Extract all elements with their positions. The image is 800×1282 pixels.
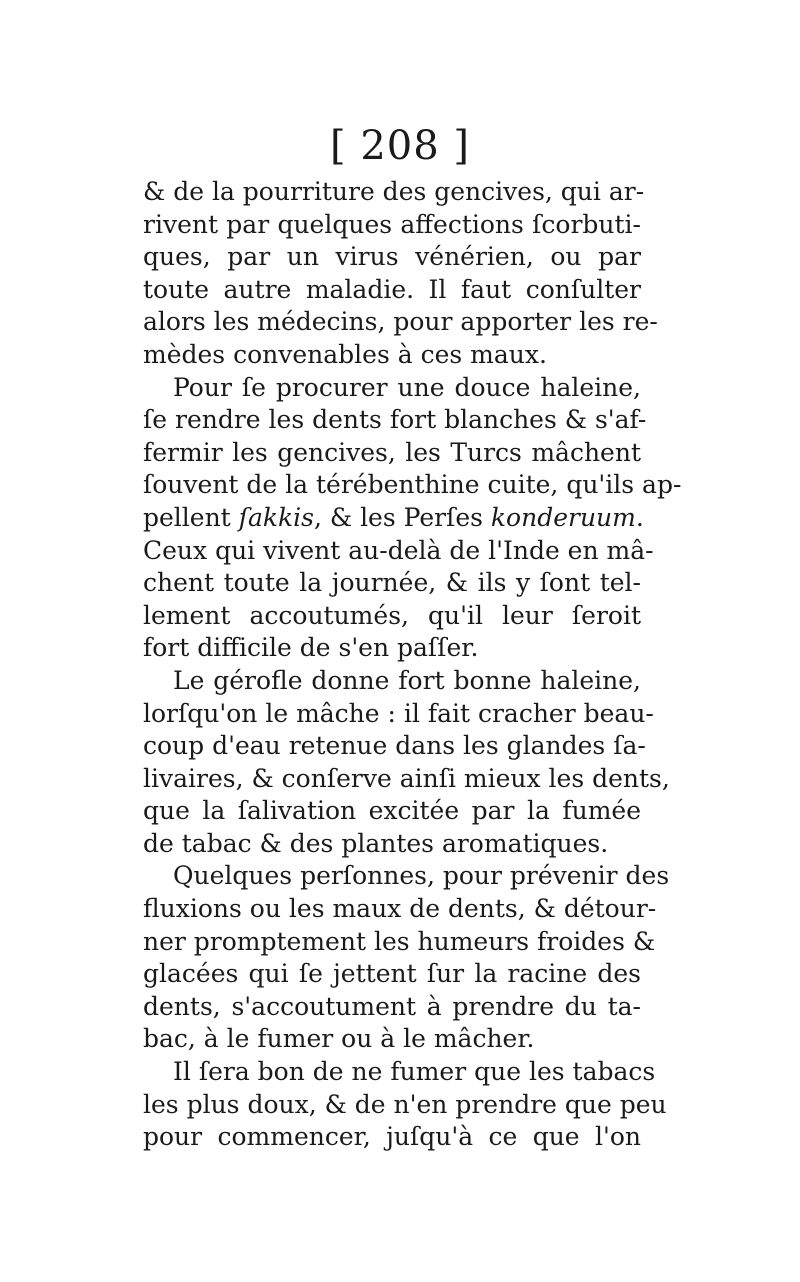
text-line: ner promptement les humeurs froides & [143,926,656,956]
text-line: & de la pourriture des gencives, qui ar- [143,177,645,206]
text-line: fluxions ou les maux de dents, & détour- [143,894,657,924]
text-line: chent toute la journée, & ils y ſont tel- [143,568,641,598]
text-line: que la ſalivation excitée par la fumée [143,796,641,826]
text-line: de tabac & des plantes aromatiques. [143,828,609,858]
text-line: Quelques perſonnes, pour prévenir des [173,861,670,891]
text-line: alors les médecins, pour apporter les re- [143,307,658,337]
text-line: rivent par quelques affections ſcorbuti- [143,209,641,239]
page-number: [ 208 ] [330,123,470,169]
text-line: bac, à le fumer ou à le mâcher. [143,1024,535,1054]
text-fragment: pellent [143,502,239,532]
text-line: Pour ſe procurer une douce haleine, [173,372,641,402]
text-fragment: , & les Perſes [313,502,491,532]
text-line: glacées qui ſe jettent ſur la racine des [143,959,641,989]
text-line: dents, s'accoutument à prendre du ta- [143,991,641,1021]
text-line: ſouvent de la térébenthine cuite, qu'ils ap- [143,470,682,500]
italic-term: konderuum [490,502,636,532]
text-line: mèdes convenables à ces maux. [143,339,547,369]
text-line: les plus doux, & de n'en prendre que peu [143,1089,667,1119]
body-text [143,176,682,1154]
text-line: ſe rendre les dents fort blanches & s'af- [143,405,647,435]
text-line: lement accoutumés, qu'il leur ſeroit [143,600,641,630]
italic-term: ſakkis [238,502,314,532]
text-line: lorſqu'on le mâche : il fait cracher beau- [143,698,654,728]
text-line: Le gérofle donne fort bonne haleine, [173,665,641,695]
text-line: Ceux qui vivent au-delà de l'Inde en mâ- [143,535,654,565]
text-line: livaires, & conſerve ainſi mieux les dents, [143,763,670,793]
text-line: fort difficile de s'en paſſer. [143,633,479,663]
text-line: Il ſera bon de ne fumer que les tabacs [173,1057,656,1087]
text-line: pour commencer, juſqu'à ce que l'on [143,1122,641,1152]
text-fragment: . [635,502,644,532]
text-line: toute autre maladie. Il faut conſulter [143,274,641,304]
text-line: coup d'eau retenue dans les glandes ſa- [143,731,646,761]
text-line: fermir les gencives, les Turcs mâchent [143,437,641,467]
text-line [143,502,644,535]
text-line: ques, par un virus vénérien, ou par [143,242,641,272]
